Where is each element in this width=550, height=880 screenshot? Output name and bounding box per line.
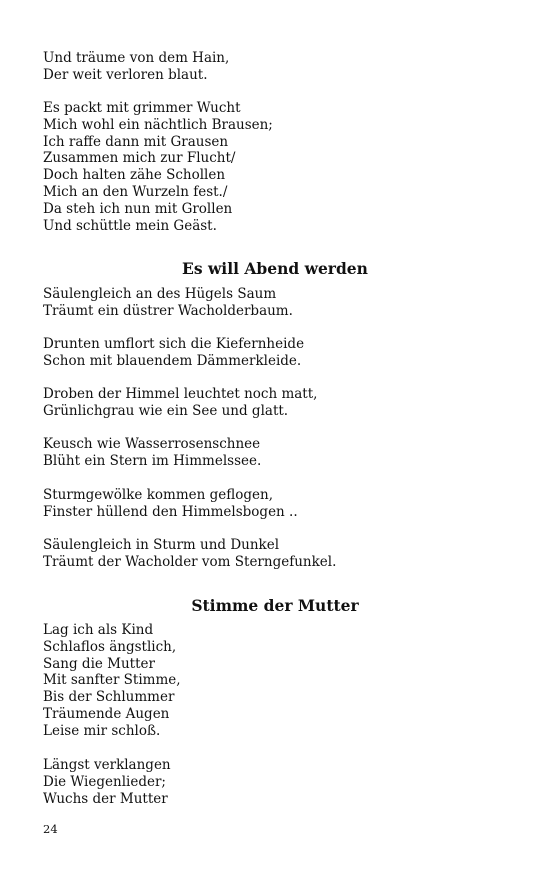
verse-line: Bis der Schlummer: [43, 689, 175, 706]
verse-line: Finster hüllend den Himmelsbogen ..: [43, 503, 298, 520]
stanza: [43, 286, 513, 320]
verse-line: Grünlichgrau wie ein See und glatt.: [43, 402, 289, 419]
stanza: [43, 487, 513, 521]
verse-line: Der weit verloren blaut.: [43, 66, 208, 83]
stanza: [43, 436, 513, 470]
stanza: [43, 100, 513, 234]
verse-line: Sturmgewölke kommen geflogen,: [43, 487, 273, 503]
stanza: [43, 386, 513, 420]
verse-line: Die Wiegenlieder;: [43, 773, 166, 790]
verse-line: Und träume von dem Hain,: [43, 50, 230, 66]
verse-line: Sang die Mutter: [43, 655, 155, 672]
verse-line: Und schüttle mein Geäst.: [43, 217, 217, 234]
verse-line: Träumende Augen: [43, 705, 170, 722]
verse-line: Droben der Himmel leuchtet noch matt,: [43, 386, 318, 402]
verse-line: Ich raffe dann mit Grausen: [43, 133, 229, 150]
stanza: [43, 622, 513, 740]
verse-line: Träumt ein düstrer Wacholderbaum.: [43, 302, 293, 319]
verse-line: Mit sanfter Stimme,: [43, 672, 181, 689]
verse-line: Schon mit blauendem Dämmerkleide.: [43, 352, 302, 369]
verse-line: Drunten umflort sich die Kiefernheide: [43, 336, 305, 352]
verse-line: Zusammen mich zur Flucht/: [43, 150, 236, 167]
stanza: [43, 757, 513, 807]
poem-title: Es will Abend werden: [182, 259, 368, 278]
verse-line: Säulengleich in Sturm und Dunkel: [43, 537, 280, 553]
page-number: 24: [43, 822, 58, 836]
stanza: [43, 537, 513, 571]
verse-line: Längst verklangen: [43, 757, 171, 773]
verse-line: Mich wohl ein nächtlich Brausen;: [43, 116, 273, 133]
verse-line: Es packt mit grimmer Wucht: [43, 100, 241, 116]
verse-line: Keusch wie Wasserrosenschnee: [43, 436, 261, 452]
verse-line: Blüht ein Stern im Himmelssee.: [43, 452, 262, 469]
poem-title: Stimme der Mutter: [191, 596, 359, 615]
verse-line: Da steh ich nun mit Grollen: [43, 200, 233, 217]
verse-line: Doch halten zähe Schollen: [43, 167, 226, 184]
stanza: [43, 50, 513, 84]
verse-line: Säulengleich an des Hügels Saum: [43, 286, 277, 302]
stanza: [43, 336, 513, 370]
verse-line: Mich an den Wurzeln fest./: [43, 183, 228, 200]
verse-line: Leise mir schloß.: [43, 722, 161, 739]
verse-line: Träumt der Wacholder vom Sterngefunkel.: [43, 553, 337, 570]
verse-line: Schlaflos ängstlich,: [43, 638, 177, 655]
verse-line: Wuchs der Mutter: [43, 790, 168, 807]
verse-line: Lag ich als Kind: [43, 622, 154, 638]
